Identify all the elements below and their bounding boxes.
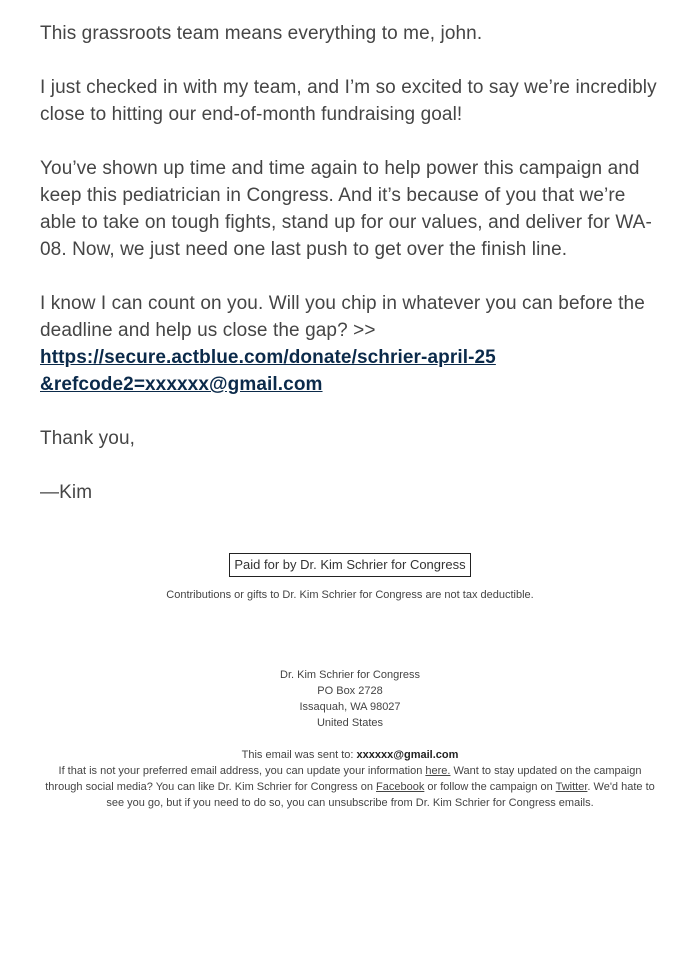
tax-disclaimer: Contributions or gifts to Dr. Kim Schrier for Congress are not tax deductible. xyxy=(166,589,534,601)
closing-thanks: Thank you, xyxy=(40,428,135,449)
footer-country: United States xyxy=(316,717,384,729)
ask-text: I know I can count on you. Will you chip in whatever you can before the deadline and help us close the gap? >> xyxy=(40,293,645,341)
footer-org-name: Dr. Kim Schrier for Congress xyxy=(280,669,420,681)
footer-po-box: PO Box 2728 xyxy=(317,685,383,697)
footer-fineprint xyxy=(45,765,655,809)
facebook-link[interactable]: Facebook xyxy=(376,781,425,793)
email-footer xyxy=(40,667,660,811)
footer-city: Issaquah, WA 98027 xyxy=(299,701,401,713)
paragraph-ask xyxy=(40,290,660,398)
signature: —Kim xyxy=(40,482,93,503)
twitter-link[interactable]: Twitter xyxy=(555,781,588,793)
paragraph-campaign: You’ve shown up time and time again to help power this campaign and keep this pediatrician in Congress. And it’s because of you that we’re able to take on tough fights, stand up for our values, and deliver for WA-08. Now, we just need one last push to get over the finish line. xyxy=(40,158,652,260)
donate-link-line-1: https://secure.actblue.com/donate/schrier-april-25 xyxy=(40,347,496,368)
fineprint-text-2: Want to stay updated on the campaign through social media? You can like Dr. Kim Schrier for Congress on xyxy=(45,765,642,793)
sent-to-line xyxy=(40,747,660,763)
sent-to-email: xxxxxx@gmail.com xyxy=(356,749,459,761)
paragraph-goal: I just checked in with my team, and I’m so excited to say we’re incredibly close to hitting our end-of-month fundraising goal! xyxy=(40,77,657,125)
paragraph-greeting: This grassroots team means everything to me, john. xyxy=(40,23,483,44)
fineprint-text-3: or follow the campaign on xyxy=(427,781,553,793)
donate-link[interactable] xyxy=(40,344,660,398)
paid-for-wrapper xyxy=(0,553,700,577)
email-body xyxy=(40,20,660,533)
donate-link-line-2: &refcode2=xxxxxx@gmail.com xyxy=(40,374,323,395)
sent-to-label: This email was sent to: xyxy=(241,749,354,761)
update-info-link[interactable]: here. xyxy=(425,765,451,777)
footer-spacer xyxy=(40,731,660,747)
fineprint-text-4: . We'd hate to see you go, but if you need to do so, you can unsubscribe from Dr. Kim Schrier for Congress emails. xyxy=(106,781,655,809)
fineprint-text-1: If that is not your preferred email address, you can update your information xyxy=(58,765,423,777)
paid-for-disclaimer: Paid for by Dr. Kim Schrier for Congress xyxy=(229,553,470,577)
